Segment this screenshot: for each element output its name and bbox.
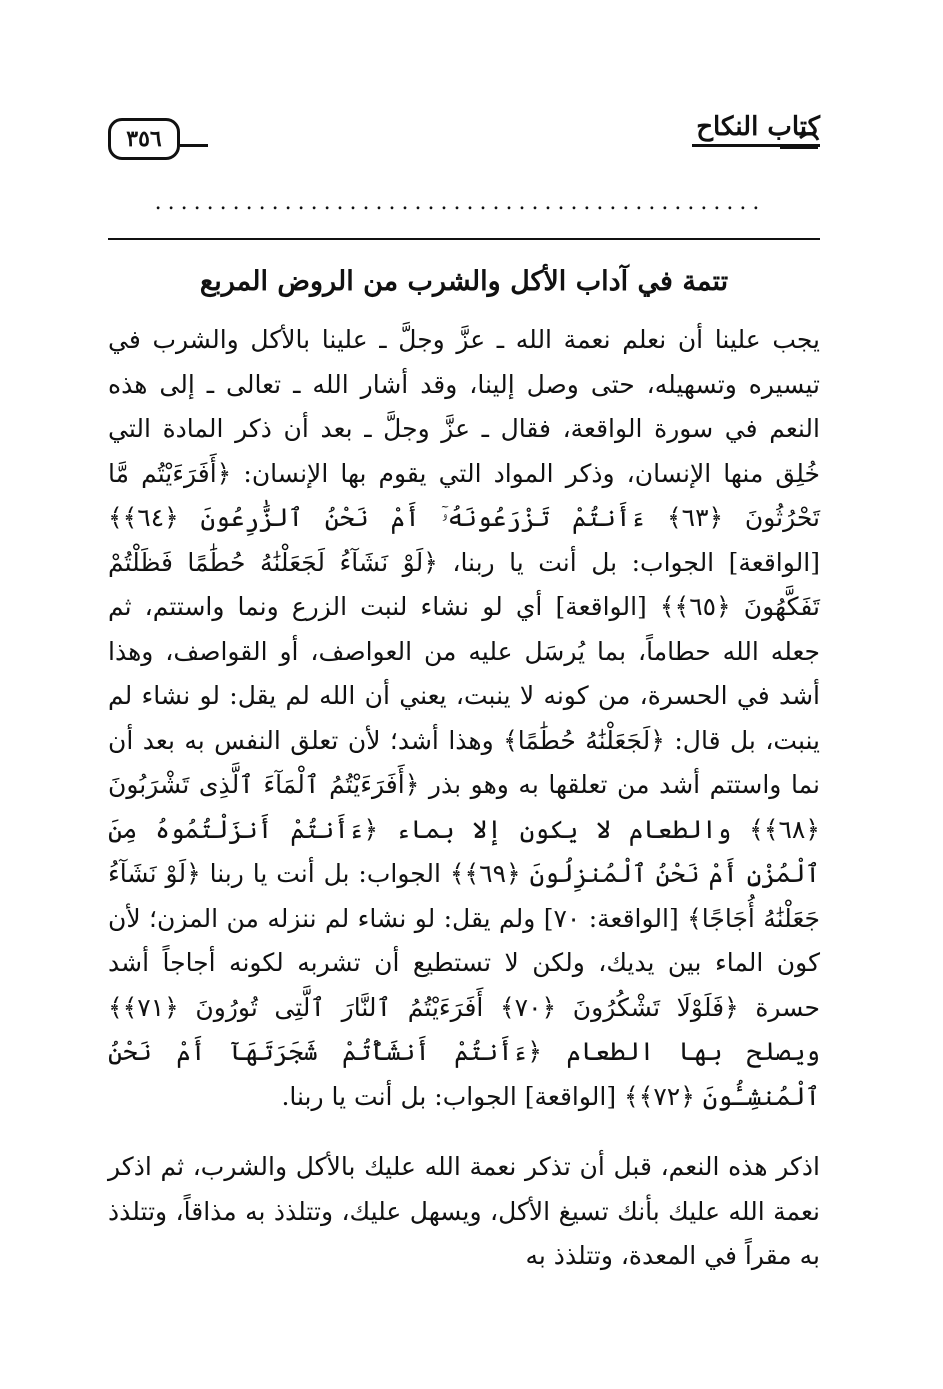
page-header [108, 100, 820, 160]
body-text [108, 318, 820, 1279]
dotted-separator: ............................................... [154, 190, 766, 215]
paragraph: اذكر هذه النعم، قبل أن تذكر نعمة الله عليك بالأكل والشرب، ثم اذكر نعمة الله عليك بأنك تسيغ الأكل، ويسهل عليك، وتتلذذ به مذاقاً، وتتلذذ به مقراً في المعدة، وتتلذذ به [108, 1152, 820, 1270]
page-number: ٣٥٦ [108, 118, 180, 160]
section-divider [108, 238, 820, 240]
paragraph: يجب علينا أن نعلم نعمة الله ـ عزَّ وجلَّ ـ علينا بالأكل والشرب في تيسيره وتسهيله، حتى وصل إلينا، وقد أشار الله ـ تعالى ـ إلى هذه النعم في سورة الواقعة، فقال ـ عزَّ وجلَّ ـ بعد أن ذكر المادة التي خُلِق منها الإنسان، وذكر المواد التي يقوم بها الإنسان: ﴿أَفَرَءَيْتُم مَّا تَحْرُثُونَ ﴿٦٣﴾ ءَأَنتُمْ تَزْرَعُونَهُۥٓ أَمْ نَحْنُ ٱلزَّٰرِعُونَ ﴿٦٤﴾﴾ [الواقعة] الجواب: بل أنت يا ربنا، ﴿لَوْ نَشَآءُ لَجَعَلْنَٰهُ حُطَٰمًا فَظَلْتُمْ تَفَكَّهُونَ ﴿٦٥﴾﴾ [الواقعة] أي لو نشاء لنبت الزرع ونما واستتم، ثم جعله الله حطاماً، بما يُرسَل عليه من العواصف، أو القواصف، وهذا أشد في الحسرة، من كونه لا ينبت، يعني أن الله لم يقل: لو نشاء لم ينبت، بل قال: ﴿لَجَعَلْنَٰهُ حُطَٰمًا﴾ وهذا أشد؛ لأن تعلق النفس به بعد أن نما واستتم أشد من تعلقها به وهو بذر ﴿أَفَرَءَيْتُمُ ٱلْمَآءَ ٱلَّذِى تَشْرَبُونَ ﴿٦٨﴾﴾ والطعام لا يكون إلا بماء ﴿ءَأَنتُمْ أَنزَلْتُمُوهُ مِنَ ٱلْمُزْنِ أَمْ نَحْنُ ٱلْمُنزِلُونَ ﴿٦٩﴾﴾ الجواب: بل أنت يا ربنا ﴿لَوْ نَشَآءُ جَعَلْنَٰهُ أُجَاجًا﴾ [الواقعة: ٧٠] ولم يقل: لو نشاء لم ننزله من المزن؛ لأن كون الماء بين يديك، ولكن لا تستطيع أن تشربه لكونه أجاجاً أشد حسرة ﴿فَلَوْلَا تَشْكُرُونَ ﴿٧٠﴾ أَفَرَءَيْتُمُ ٱلنَّارَ ٱلَّتِى تُورُونَ ﴿٧١﴾﴾ ويصلح بها الطعام ﴿ءَأَنتُمْ أَنشَأْتُمْ شَجَرَتَهَآ أَمْ نَحْنُ ٱلْمُنشِـُٔونَ ﴿٧٢﴾﴾ [الواقعة] الجواب: بل أنت يا ربنا. [108, 325, 820, 1111]
header-rule [180, 144, 208, 147]
running-title-underline [692, 144, 820, 147]
section-heading: تتمة في آداب الأكل والشرب من الروض المربع [199, 266, 729, 297]
running-title: كتاب النكاح [696, 112, 820, 142]
